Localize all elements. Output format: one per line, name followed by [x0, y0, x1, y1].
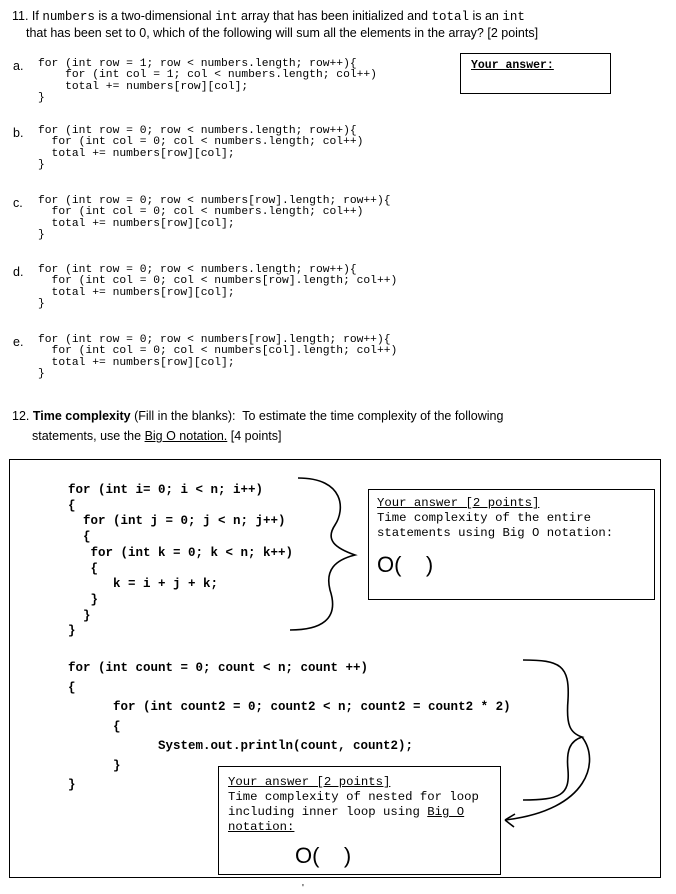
option-code-line: total += numbers[row][col];	[38, 147, 235, 160]
option-code-line: for (int row = 0; row < numbers.length; row++){	[38, 264, 357, 276]
option-code-line: for (int col = 0; col < numbers[row].length; col++)	[38, 275, 398, 288]
option-code-line: for (int col = 1; col < numbers.length; col++)	[38, 69, 377, 82]
option-code-line: }	[38, 228, 45, 241]
code-line: }	[68, 778, 76, 792]
right-bracket-2	[523, 660, 582, 800]
answer-1-big-o: O( )	[377, 552, 434, 577]
code-line: }	[68, 592, 99, 607]
code-line: for (int i= 0; i < n; i++)	[68, 483, 264, 497]
answer-2-big-o-link[interactable]: Big O	[427, 805, 465, 819]
q11-line-2: that has been set to 0, which of the following will sum all the elements in the array? [2 points]	[26, 26, 539, 40]
option-code-line: for (int row = 0; row < numbers.length; row++){	[38, 125, 357, 137]
q12-line-1-rest: (Fill in the blanks): To estimate the time complexity of the following	[130, 409, 504, 423]
option-code-line: for (int row = 1; row < numbers.length; row++){	[38, 58, 357, 70]
code-term: numbers	[42, 10, 95, 24]
answer-2-title: Your answer [2 points]	[228, 775, 391, 789]
code-line: {	[68, 561, 99, 576]
option-letter[interactable]: d.	[13, 265, 24, 279]
option-code-line: }	[38, 91, 45, 104]
answer-2-line-3: notation:	[228, 820, 295, 834]
arrow-curve	[505, 737, 590, 820]
q12-number: 12.	[12, 409, 30, 423]
answer-1-line-1: Time complexity of the entire	[377, 511, 592, 525]
code-term: int	[502, 10, 525, 24]
code-line: for (int count = 0; count < n; count ++)	[68, 661, 369, 675]
code-line: System.out.println(count, count2);	[68, 739, 414, 753]
option-code-line: total += numbers[row][col];	[38, 80, 249, 93]
question-text: 11. If	[12, 9, 43, 23]
code-line: for (int k = 0; k < n; k++)	[68, 545, 294, 560]
question-text: is a two-dimensional	[94, 9, 216, 23]
q12-line-2-prefix: statements, use the	[32, 429, 145, 443]
option-code-line: for (int col = 0; col < numbers.length; col++)	[38, 136, 364, 149]
question-text: array that has been initialized and	[237, 9, 432, 23]
code-line: k = i + j + k;	[68, 577, 219, 592]
option-code-line: total += numbers[row][col];	[38, 217, 235, 230]
code-line: }	[68, 608, 91, 623]
option-letter[interactable]: b.	[13, 126, 24, 140]
big-o-link[interactable]: Big O notation.	[144, 429, 228, 443]
option-code-line: }	[38, 158, 45, 171]
answer-2-line-2-prefix: including inner loop using	[228, 805, 428, 819]
code-line: }	[68, 758, 121, 773]
code-term: total	[431, 10, 469, 24]
code-line: {	[68, 719, 121, 734]
answer-1-title: Your answer [2 points]	[377, 496, 540, 510]
option-code-line: for (int row = 0; row < numbers[row].length; row++){	[38, 195, 391, 207]
code-line: }	[68, 624, 76, 639]
code-term: int	[215, 10, 238, 24]
option-code-line: total += numbers[row][col];	[38, 356, 235, 369]
option-code-line: }	[38, 367, 45, 380]
option-letter[interactable]: e.	[13, 335, 24, 349]
footer-mark: '	[302, 883, 304, 894]
option-letter[interactable]: c.	[13, 196, 23, 210]
code-line: {	[68, 530, 91, 545]
option-letter[interactable]: a.	[13, 59, 24, 73]
option-code-line: for (int col = 0; col < numbers.length; col++)	[38, 206, 364, 219]
code-line: for (int j = 0; j < n; j++)	[68, 514, 286, 529]
q12-title: Time complexity	[32, 409, 131, 423]
q12-line-2-suffix: [4 points]	[227, 429, 282, 443]
code-line: {	[68, 498, 76, 513]
answer-2-line-1: Time complexity of nested for loop	[228, 790, 479, 804]
code-line: {	[68, 680, 76, 695]
answer-2-big-o: O( )	[295, 843, 352, 868]
q11-answer-label: Your answer:	[471, 59, 554, 72]
option-code-line: }	[38, 297, 45, 310]
code-line: for (int count2 = 0; count2 < n; count2 = count2 * 2)	[68, 700, 511, 714]
option-code-line: for (int row = 0; row < numbers[row].length; row++){	[38, 334, 391, 346]
option-code-line: total += numbers[row][col];	[38, 286, 235, 299]
answer-1-line-2: statements using Big O notation:	[377, 526, 614, 540]
arrow-head-icon	[505, 814, 515, 827]
question-text: is an	[468, 9, 503, 23]
curly-brace-1	[290, 478, 355, 630]
option-code-line: for (int col = 0; col < numbers[col].length; col++)	[38, 345, 398, 358]
